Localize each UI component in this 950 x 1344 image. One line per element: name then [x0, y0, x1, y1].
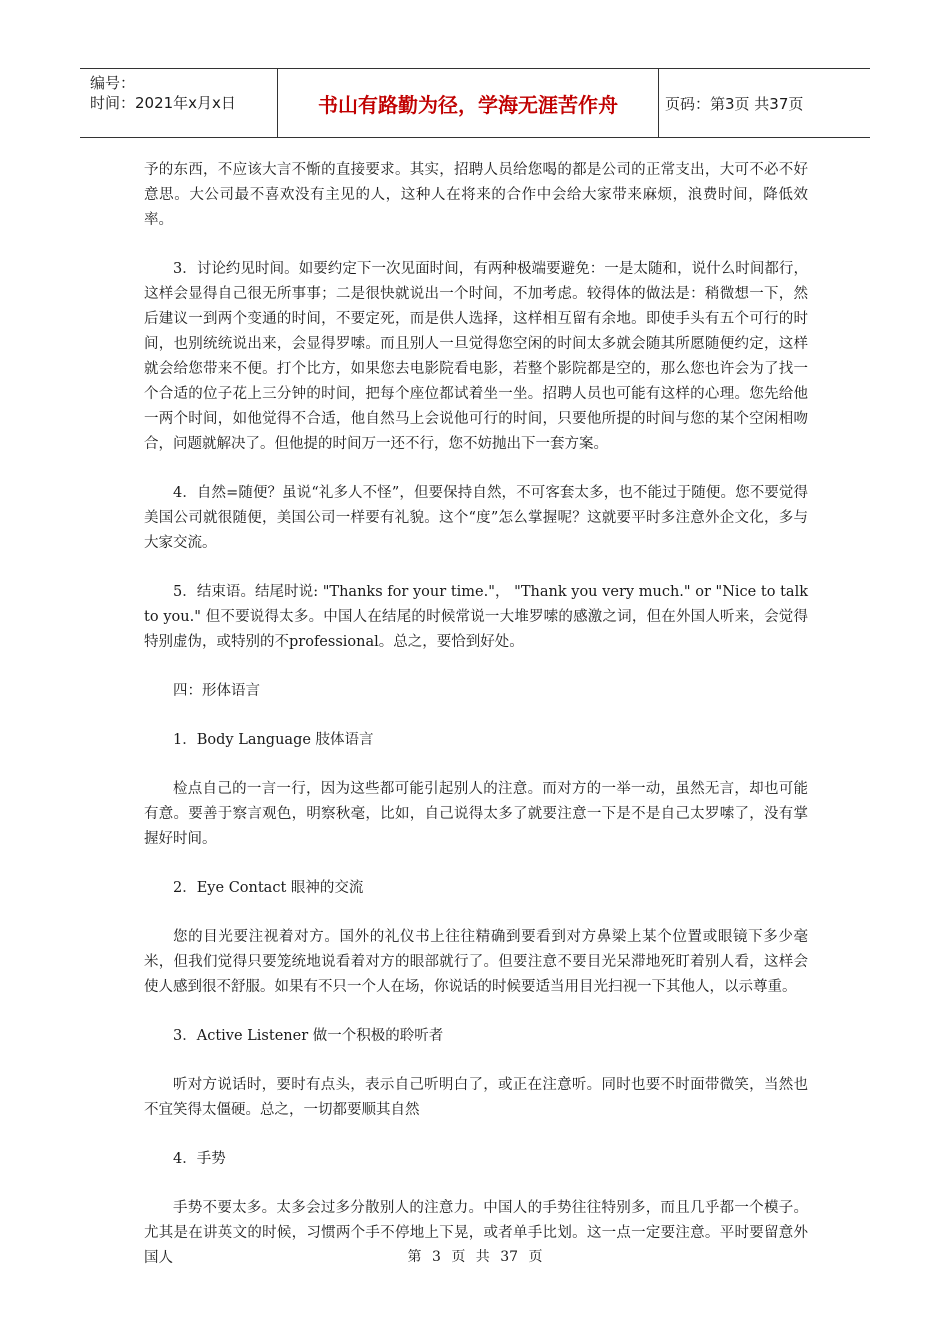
page-header — [80, 68, 870, 138]
paragraph: 检点自己的一言一行，因为这些都可能引起别人的注意。而对方的一举一动，虽然无言，却也可能有意。要善于察言观色，明察秋毫，比如，自己说得太多了就要注意一下是不是自己太罗嗦了，没有掌握好时间。 — [144, 781, 808, 847]
header-motto: 书山有路勤为径，学海无涯苦作舟 — [278, 69, 659, 137]
paragraph: 手势不要太多。太多会过多分散别人的注意力。中国人的手势往往特别多，而且几乎都一个模子。尤其是在讲英文的时候，习惯两个手不停地上下晃，或者单手比划。这一点一定要注意。平时要留意外国人 — [144, 1200, 808, 1266]
paragraph: 3．讨论约见时间。如要约定下一次见面时间，有两种极端要避免：一是太随和，说什么时间都行，这样会显得自己很无所事事；二是很快就说出一个时间，不加考虑。较得体的做法是：稍微想一下，然后建议一到两个变通的时间，不要定死，而是供人选择，这样相互留有余地。即使手头有五个可行的时间，也别统统说出来，会显得罗嗦。而且别人一旦觉得您空闲的时间太多就会随其所愿随便约定，这样就会给您带来不便。打个比方，如果您去电影院看电影，若整个影院都是空的，那么您也许会为了找一个合适的位子花上三分钟的时间，把每个座位都试着坐一坐。招聘人员也可能有这样的心理。您先给他一两个时间，如他觉得不合适，他自然马上会说他可行的时间，只要他所提的时间与您的某个空闲相吻合，问题就解决了。但他提的时间万一还不行，您不妨抛出下一套方案。 — [144, 261, 808, 452]
page-footer — [0, 1246, 950, 1266]
footer-total-label: 共 — [475, 1249, 490, 1265]
time-label: 时间：2021年x月x日 — [90, 94, 236, 112]
subsection-heading: 3．Active Listener 做一个积极的聆听者 — [173, 1028, 444, 1044]
paragraph: 您的目光要注视着对方。国外的礼仪书上往往精确到要看到对方鼻梁上某个位置或眼镜下多少毫米，但我们觉得只要笼统地说看着对方的眼部就行了。但要注意不要目光呆滞地死盯着别人看，这样会使人感到很不舒服。如果有不只一个人在场，你说话的时候要适当用目光扫视一下其他人，以示尊重。 — [144, 929, 808, 995]
header-page-info: 页码：第3页 共37页 — [665, 94, 804, 113]
subsection-heading: 2．Eye Contact 眼神的交流 — [173, 880, 364, 896]
paragraph: 4．自然=随便？虽说“礼多人不怪”，但要保持自然，不可客套太多，也不能过于随便。您不要觉得美国公司就很随便，美国公司一样要有礼貌。这个“度”怎么掌握呢？这就要平时多注意外企文化，多与大家交流。 — [144, 485, 808, 551]
footer-page-prefix: 第 — [407, 1249, 422, 1265]
footer-page-unit: 页 — [451, 1249, 466, 1265]
paragraph: 听对方说话时，要时有点头，表示自己听明白了，或正在注意听。同时也要不时面带微笑，当然也不宜笑得太僵硬。总之，一切都要顺其自然 — [144, 1077, 808, 1118]
subsection-heading: 4．手势 — [173, 1151, 226, 1167]
document-body — [144, 158, 808, 1295]
footer-total-number: 37 — [500, 1249, 519, 1265]
footer-total-unit: 页 — [528, 1249, 543, 1265]
serial-label: 编号： — [90, 74, 136, 92]
paragraph: 5．结束语。结尾时说: "Thanks for your time."， "Thank you very much." or "Nice to talk to you." 但不要说得太多。中国人在结尾的时候常说一大堆罗嗦的感激之词，但在外国人听来，会觉得特别虚伪，或特别的不professional。总之，要恰到好处。 — [144, 584, 808, 650]
header-meta — [80, 69, 278, 137]
section-heading: 四：形体语言 — [173, 683, 260, 699]
footer-page-number: 3 — [431, 1249, 441, 1265]
subsection-heading: 1．Body Language 肢体语言 — [173, 732, 374, 748]
paragraph-continued: 予的东西，不应该大言不惭的直接要求。其实，招聘人员给您喝的都是公司的正常支出，大可不必不好意思。大公司最不喜欢没有主见的人，这种人在将来的合作中会给大家带来麻烦，浪费时间，降低效率。 — [144, 162, 808, 228]
